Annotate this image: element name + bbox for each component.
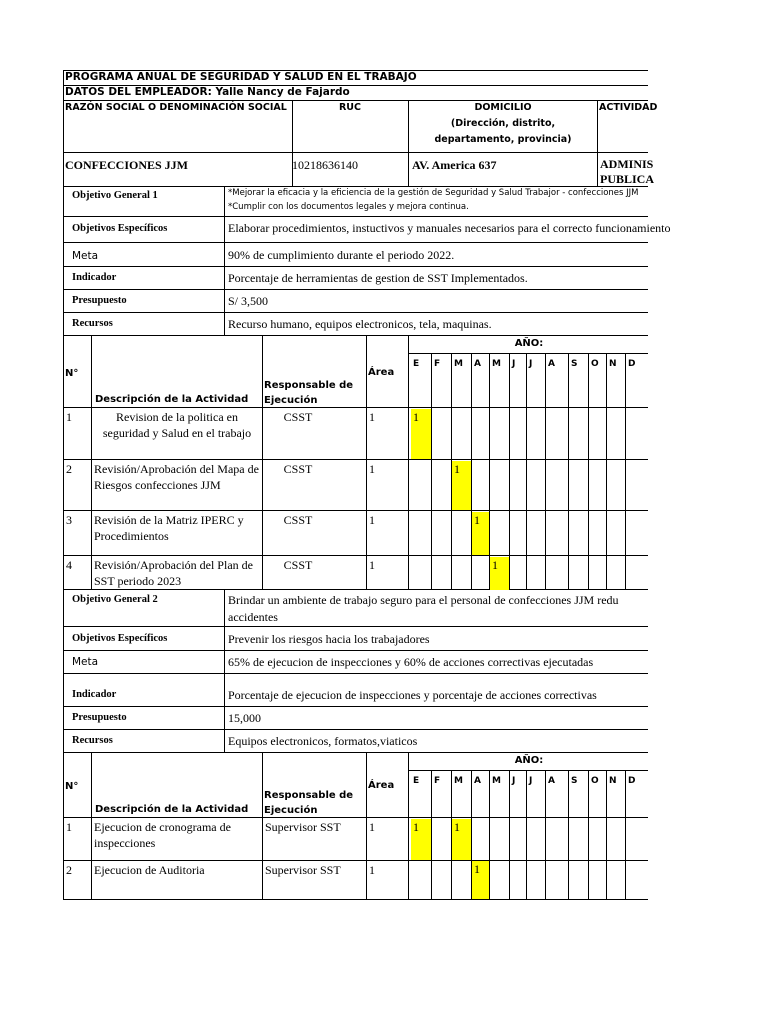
month-header-2-5: J	[512, 776, 516, 786]
domicilio-detail: (Dirección, distrito, departamento, provincia)	[434, 118, 572, 145]
month-header-2-3: A	[474, 776, 481, 786]
meta-1-value: 90% de cumplimiento durante el periodo 2022.	[228, 248, 455, 262]
activity-1-4-num: 4	[66, 558, 72, 572]
month-header-2-9: O	[591, 776, 599, 786]
activity-1-3-description: Revisión de la Matriz IPERC y Procedimientos	[94, 513, 244, 543]
meta-2-label: Meta	[72, 656, 99, 668]
indicador-2-label: Indicador	[72, 689, 117, 700]
presupuesto-2-value: 15,000	[228, 711, 261, 725]
objetivo-general-1-line2: *Cumplir con los documentos legales y mejora continua.	[228, 202, 469, 212]
month-header-2-11: D	[628, 776, 636, 786]
activity-1-1-responsable: CSST	[283, 410, 313, 424]
indicador-1-value: Porcentaje de herramientas de gestion de SST Implementados.	[228, 271, 528, 285]
month-header-2-0: E	[413, 776, 420, 786]
activity-1-2-num: 2	[66, 462, 72, 476]
employer-data: DATOS DEL EMPLEADOR: Yalle Nancy de Fajardo	[65, 86, 350, 98]
month-header-2-10: N	[609, 776, 617, 786]
anio-label-2: AÑO:	[514, 755, 544, 766]
activity-2-1-responsable: Supervisor SST	[265, 820, 341, 834]
area-header-1: Área	[368, 367, 395, 378]
activity-2-1-month-mark-e: 1	[411, 819, 431, 860]
recursos-1-value: Recurso humano, equipos electronicos, tela, maquinas.	[228, 317, 492, 331]
objetivo-general-2-value: Brindar un ambiente de trabajo seguro para el personal de confecciones JJM redu accidentes	[228, 593, 619, 624]
activity-2-1-area: 1	[369, 820, 375, 834]
activity-2-1-month-mark-m: 1	[452, 819, 471, 860]
num-header-1: N°	[65, 368, 79, 379]
month-header-1-11: D	[628, 359, 636, 369]
area-header-2: Área	[368, 780, 395, 791]
activity-1-1-num: 1	[66, 410, 72, 424]
activity-2-2-num: 2	[66, 863, 72, 877]
activity-1-3-responsable: CSST	[283, 513, 313, 527]
activity-1-1-month-mark: 1	[411, 409, 431, 459]
activity-1-2-month-mark: 1	[452, 461, 471, 510]
activity-2-2-responsable: Supervisor SST	[265, 863, 341, 877]
num-header-2: N°	[65, 781, 79, 792]
activity-1-2-description: Revisión/Aprobación del Mapa de Riesgos confecciones JJM	[94, 462, 259, 492]
objetivo-general-1-line1: *Mejorar la eficacia y la eficiencia de la gestión de Seguridad y Salud Trabajor - confecciones JJM	[228, 188, 639, 198]
month-header-2-2: M	[454, 776, 463, 786]
anio-label-1: AÑO:	[514, 338, 544, 349]
activity-1-4-month-mark: 1	[490, 557, 509, 590]
month-header-2-4: M	[492, 776, 501, 786]
month-header-2-6: J	[529, 776, 533, 786]
company-address: AV. America 637	[412, 158, 497, 172]
activity-1-3-month-mark: 1	[472, 512, 489, 555]
objetivos-especificos-1-label: Objetivos Específicos	[72, 223, 168, 234]
objetivos-especificos-2-label: Objetivos Específicos	[72, 633, 168, 644]
meta-2-value: 65% de ejecucion de inspecciones y 60% de acciones correctivas ejecutadas	[228, 655, 594, 669]
meta-1-label: Meta	[72, 250, 99, 262]
recursos-1-label: Recursos	[72, 318, 113, 329]
activity-2-2-month-mark: 1	[472, 861, 489, 899]
ruc-header: RUC	[338, 102, 361, 113]
month-header-1-9: O	[591, 359, 599, 369]
month-header-1-8: S	[571, 359, 578, 369]
activity-1-3-num: 3	[66, 513, 72, 527]
month-header-1-5: J	[512, 359, 516, 369]
presupuesto-1-value: S/ 3,500	[228, 294, 269, 308]
descripcion-header-1: Descripción de la Actividad	[95, 394, 249, 405]
month-header-1-6: J	[529, 359, 533, 369]
program-title: PROGRAMA ANUAL DE SEGURIDAD Y SALUD EN EL TRABAJO	[65, 71, 417, 83]
objetivos-especificos-1-value: Elaborar procedimientos, instuctivos y manuales necesarios para el correcto funcionamiento	[228, 221, 671, 235]
month-header-2-8: S	[571, 776, 578, 786]
responsable-header-1: Responsable de Ejecución	[264, 380, 354, 406]
month-header-1-2: M	[454, 359, 463, 369]
activity-1-2-responsable: CSST	[283, 462, 313, 476]
activity-1-4-area: 1	[369, 558, 375, 572]
activity-1-4-responsable: CSST	[283, 558, 313, 572]
month-header-2-7: A	[548, 776, 555, 786]
indicador-2-value: Porcentaje de ejecucion de inspecciones y porcentaje de acciones correctivas	[228, 688, 597, 702]
objetivos-especificos-2-value: Prevenir los riesgos hacia los trabajadores	[228, 632, 430, 646]
actividad-header: ACTIVIDAD	[599, 102, 658, 113]
recursos-2-label: Recursos	[72, 735, 113, 746]
activity-2-1-description: Ejecucion de cronograma de inspecciones	[94, 820, 231, 850]
month-header-1-1: F	[434, 359, 441, 369]
recursos-2-value: Equipos electronicos, formatos,viaticos	[228, 734, 418, 748]
razon-social-header: RAZÓN SOCIAL O DENOMINACIÓN SOCIAL	[65, 102, 287, 113]
month-header-1-0: E	[413, 359, 420, 369]
spreadsheet	[63, 70, 671, 900]
objetivo-general-2-label: Objetivo General 2	[72, 594, 158, 605]
activity-1-1-area: 1	[369, 410, 375, 424]
company-name: CONFECCIONES JJM	[65, 158, 189, 172]
objetivo-general-1-label: Objetivo General 1	[72, 190, 158, 201]
presupuesto-2-label: Presupuesto	[72, 712, 127, 723]
month-header-2-1: F	[434, 776, 441, 786]
activity-2-1-num: 1	[66, 820, 72, 834]
indicador-1-label: Indicador	[72, 272, 117, 283]
activity-1-1-description: Revision de la politica en seguridad y Salud en el trabajo	[102, 410, 252, 440]
month-header-1-4: M	[492, 359, 501, 369]
month-header-1-10: N	[609, 359, 617, 369]
domicilio-header: DOMICILIO	[474, 102, 532, 113]
month-header-1-3: A	[474, 359, 481, 369]
descripcion-header-2: Descripción de la Actividad	[95, 804, 249, 815]
month-header-1-7: A	[548, 359, 555, 369]
responsable-header-2: Responsable de Ejecución	[264, 790, 354, 816]
activity-1-2-area: 1	[369, 462, 375, 476]
activity-1-4-description: Revisión/Aprobación del Plan de SST periodo 2023	[94, 558, 253, 588]
activity-2-2-area: 1	[369, 863, 375, 877]
company-activity: ADMINIS PUBLICA	[600, 157, 655, 186]
presupuesto-1-label: Presupuesto	[72, 295, 127, 306]
activity-1-3-area: 1	[369, 513, 375, 527]
activity-2-2-description: Ejecucion de Auditoria	[94, 863, 205, 877]
company-ruc: 10218636140	[292, 158, 358, 172]
